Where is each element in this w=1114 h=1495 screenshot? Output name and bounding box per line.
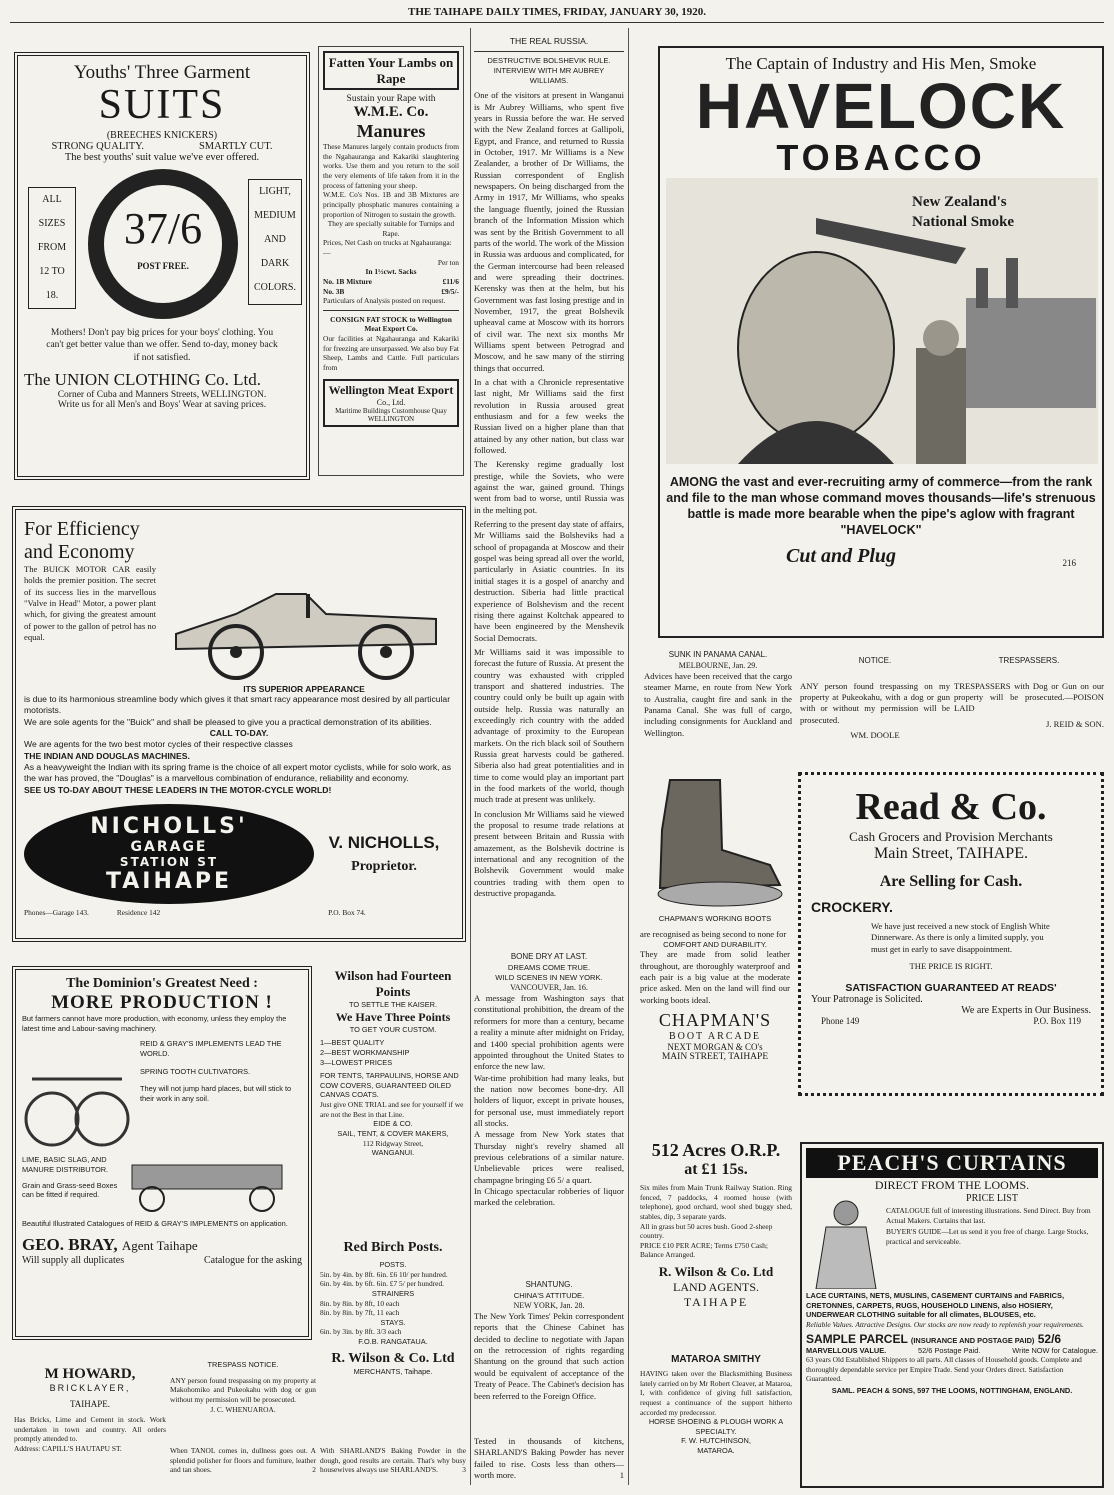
bone-title: BONE DRY AT LAST. <box>510 952 588 961</box>
manure-manures: Manures <box>356 121 426 142</box>
column-rule <box>470 28 471 1485</box>
manure-consign-body: Our facilities at Ngahauranga and Kakariki for freezing are unsurpassed. We also buy Fat Sheep, Lambs and Cattle. Full particulars from <box>323 334 459 372</box>
nicholls-pobox: P.O. Box 74. <box>328 908 366 918</box>
manure-body2: W.M.E. Co's Nos. 1B and 3B Mixtures are principally phosphatic manures containing a proportion of Nitrogen to sustain the growth. <box>323 190 459 219</box>
wilson-point: 1—BEST QUALITY <box>320 1038 385 1048</box>
sizes-line: FROM <box>37 242 67 253</box>
peach-price-list: PRICE LIST <box>966 1193 1018 1204</box>
acres-firm: R. Wilson & Co. Ltd <box>658 1264 774 1279</box>
trespass-notice-2 <box>170 1360 316 1440</box>
bone-p3: A message from New York states that Thursday night's revelry shamed all previous celebrations of a similar nature. Unbelievable prices were realised, champagne bringing £6 5/ a quart. <box>474 1129 624 1185</box>
kitchens-text: Tested in thousands of kitchens, SHARLAND'S Baking Powder has never failed to rise. Costs less than others—worth more. <box>474 1436 624 1481</box>
acres-title: 512 Acres O.R.P. <box>651 1140 781 1160</box>
tanol-num: 2 <box>312 1465 316 1475</box>
boots-street: MAIN STREET, TAIHAPE <box>661 1052 769 1063</box>
read-line2: Main Street, TAIHAPE. <box>874 845 1028 862</box>
trespassers-text: TRESPASSERS with Dog or Gun on our property will be prosecuted.—POISON LAID <box>954 680 1104 714</box>
trespassers-title: TRESPASSERS. <box>998 656 1060 665</box>
footer-bldg: Maritime Buildings Customhouse Quay <box>335 406 447 415</box>
tanol-ad <box>170 1446 316 1490</box>
read-co-advertisement <box>798 772 1104 1096</box>
russia-title: THE REAL RUSSIA. <box>509 36 589 46</box>
boots-text1: are recognised as being second to none for <box>640 929 787 939</box>
howard-town: TAIHAPE. <box>69 1399 111 1409</box>
nicholls-machines: THE INDIAN AND DOUGLAS MACHINES. <box>24 750 190 761</box>
notice-text: ANY person found trespassing on my property at Pukeokahu, with a dog or gun with or without my permission will be prosecuted. <box>800 680 950 725</box>
suits-colors-box <box>248 179 302 305</box>
russia-paragraph: Mr Williams said it was impossible to forecast the future of Russia. At present the country was exhausted with crippled transport and shattered industries. The country could only be built up again with outside help. Russia was naturally an exceedingly rich country with the added advantage of proximity to the European markets. On the rich black soil of Southern Russia great harvests could be gathered. Siberia also had great potentialities and in time to come would play an important part in the food markets of the world, though much trade at present was unlikely. <box>474 646 624 805</box>
manure-line2-price: £9/5/- <box>441 286 459 296</box>
suits-cut: SMARTLY CUT. <box>198 141 273 152</box>
bone-p1: A message from Washington says that constitutional prohibition, the dream of the reformers for more than a century, became a reality a minute after midnight on Friday, and 1400 special prohibition agents were appointed throughout the United States to enforce the new law. <box>474 993 624 1072</box>
boots-next: NEXT MORGAN & CO's <box>667 1042 763 1053</box>
wilson-makers: SAIL, TENT, & COVER MAKERS, <box>337 1128 449 1138</box>
birch-st1: 6in. by 3in. by 8ft. 3/3 each <box>320 1327 402 1337</box>
captain-face <box>738 252 894 444</box>
wilson-tents: FOR TENTS, TARPAULINS, HORSE AND COW COVERS, GUARANTEED OILED CANVAS COATS. <box>320 1071 459 1100</box>
peach-banner: PEACH'S CURTAINS <box>806 1148 1098 1178</box>
nicholls-h1: For Efficiency <box>24 518 140 540</box>
suits-company: The UNION CLOTHING Co. Ltd. <box>24 370 262 390</box>
birch-posts: POSTS. <box>379 1260 407 1269</box>
suits-mothers: Mothers! Don't pay big prices for your boys' clothing. You can't get better value than we offer. Send to-day, money back if not satisfied. <box>46 328 278 363</box>
shantung-text: The New York Times' Pekin correspondent reports that the Chinese Cabinet has decided to decline to negotiate with Japan on the retrocession of rights regarding Shantung on the ground that such action would be equivalent of acceptance of the Treaty of Peace. The Cabinet's decision has been referred to the Foreign Office. <box>474 1311 624 1401</box>
masthead-rule <box>10 22 1104 23</box>
acres-advertisement <box>640 1140 792 1340</box>
peach-marvellous: MARVELLOUS VALUE. <box>806 1345 887 1355</box>
birch-merchants: MERCHANTS, Taihape. <box>353 1366 433 1376</box>
colors-line: AND <box>264 234 286 245</box>
trespass2-sign: J. C. WHENUAROA. <box>210 1404 276 1414</box>
havelock-tobacco: TOBACCO <box>776 137 986 178</box>
colors-line: DARK <box>260 258 290 269</box>
trespassers-sign: J. REID & SON. <box>1045 718 1104 729</box>
read-phone: Phone 149 <box>821 1016 860 1027</box>
kitchens-ad <box>474 1436 624 1488</box>
wilson-street: 112 Ridgway Street, <box>362 1138 424 1148</box>
manure-prices-head: Prices, Net Cash on trucks at Ngahauranga:— <box>323 238 452 258</box>
shantung-dateline: NEW YORK, Jan. 28. <box>513 1300 585 1310</box>
birch-p1: 5in. by 4in. by 8ft. 6in. £6 10/ per hundred. <box>320 1269 448 1279</box>
footer-name: Wellington Meat Export <box>328 382 454 397</box>
colors-line: MEDIUM <box>254 210 296 221</box>
sharland-ad <box>320 1446 466 1490</box>
panama-text: Advices have been received that the cargo steamer Marne, en route from New York to Australia, caught fire and sank in the Panama Canal. She was full of cargo, including consignments for Auckland and Wellington. <box>644 671 792 738</box>
wilson-h4: TO GET YOUR CUSTOM. <box>349 1024 437 1034</box>
read-patronage: Your Patronage is Solicited. <box>811 994 923 1006</box>
russia-paragraph: The Kerensky regime gradually lost prestige, while the Soviets, who were against the war, gained ground. Things went from bad to worse, until Russia was in the melting pot. <box>474 459 624 515</box>
boots-advertisement <box>640 770 790 1130</box>
cultivator-illustration <box>22 1039 132 1149</box>
working-boot-icon <box>640 770 790 910</box>
manure-line1-label: No. 1B Mixture <box>323 276 372 286</box>
acres-town: TAIHAPE <box>683 1295 749 1309</box>
production-advertisement <box>12 966 312 1340</box>
manure-sustain: Sustain your Rape with <box>346 94 436 105</box>
kitchens-num: 1 <box>619 1470 624 1481</box>
panama-dateline: MELBOURNE, Jan. 29. <box>678 660 758 670</box>
read-guarantee: SATISFACTION GUARANTEED AT READS' <box>845 982 1057 995</box>
nicholls-residence: Residence 142 <box>116 908 161 918</box>
production-h1: The Dominion's Greatest Need : <box>66 976 258 991</box>
suits-tagline: The best youths' suit value we've ever offered. <box>64 152 260 163</box>
russia-paragraph: In conclusion Mr Williams said he viewed the proposal to resume trade relations at present between Britain and Russia with amazement, as the Bolshevik doctrine is international and any recognition of the Bolshevik Government would make countries trading with them open to destructive propaganda. <box>474 808 624 899</box>
price-ring <box>88 169 238 319</box>
wilson-point: 3—LOWEST PRICES <box>320 1057 393 1067</box>
wilson-firm: EIDE & CO. <box>373 1119 413 1129</box>
howard-name: M HOWARD, <box>44 1366 136 1382</box>
nicholls-body2: We are sole agents for the "Buick" and shall be pleased to give you a practical demonstration of its abilities. <box>24 716 432 727</box>
britannia-figure-illustration <box>806 1193 886 1289</box>
havelock-national: National Smoke <box>912 213 1015 230</box>
suits-big: SUITS <box>98 82 226 128</box>
havelock-body: AMONG the vast and ever-recruiting army of commerce—from the rank and file to the man whose command moves thousands—life's strenuous battle is made more bearable when the pipe's aglow with fragrant "HAVELOCK" <box>666 474 1096 538</box>
sizes-line: 12 TO <box>39 266 65 277</box>
russia-sub2: INTERVIEW WITH MR AUBREY WILLIAMS. <box>493 66 605 86</box>
suits-address: Corner of Cuba and Manners Streets, WELLINGTON. <box>57 390 267 401</box>
manure-advertisement <box>318 46 464 476</box>
bone-p2: War-time prohibition had many leaks, but the nation now becomes bone-dry. All holders of liquor, except in private houses, for personal use, must immediately report all stocks. <box>474 1072 624 1128</box>
howard-address: Address: CAPILL'S HAUTAPU ST. <box>14 1443 122 1453</box>
sharland-text: With SHARLAND'S Baking Powder in the dough, good results are certain. That's why busy housewives always use SHARLAND'S. <box>320 1446 466 1475</box>
peach-guide: BUYER'S GUIDE—Let us send it you free of charge. Large Stocks, practical and serviceable. <box>886 1227 1089 1246</box>
production-ask: Catalogue for the asking <box>203 1254 302 1266</box>
read-price: THE PRICE IS RIGHT. <box>909 961 993 972</box>
acres-grass: All in grass but 50 acres bush. Good 2-sheep country. <box>640 1221 773 1241</box>
buick-car-illustration <box>156 564 446 684</box>
production-dupes: Will supply all duplicates <box>22 1254 125 1266</box>
worker-figure <box>916 348 966 464</box>
peach-sample: SAMPLE PARCEL <box>806 1331 908 1346</box>
sizes-line: SIZES <box>38 218 66 229</box>
suits-headline: Youths' Three Garment <box>73 62 251 83</box>
havelock-top: The Captain of Industry and His Men, Smoke <box>725 54 1037 73</box>
trespassers-ad <box>954 656 1104 760</box>
masthead-title: THE TAIHAPE DAILY TIMES, FRIDAY, JANUARY 30, 1920. <box>408 6 706 18</box>
panama-title: SUNK IN PANAMA CANAL. <box>668 650 768 659</box>
russia-sub1: DESTRUCTIVE BOLSHEVIK RULE. <box>487 56 611 66</box>
peach-advertisement <box>800 1142 1104 1488</box>
trespass2-title: TRESPASS NOTICE. <box>207 1360 279 1369</box>
production-lime: LIME, BASIC SLAG, AND MANURE DISTRIBUTOR. <box>22 1155 109 1174</box>
notice-ad <box>800 656 950 760</box>
production-grain: Grain and Grass-seed Boxes can be fitted if required. <box>22 1180 118 1200</box>
manure-body3: They are specially suitable for Turnips and Rape. <box>327 219 455 238</box>
production-intro: But farmers cannot have more production, with economy, unless they employ the latest time and Labour-saving machinery. <box>22 1014 287 1033</box>
acres-price: at £1 15s. <box>684 1161 748 1178</box>
nicholls-body4: As a heavyweight the Indian with its spring frame is the choice of all expert motor cyclists, while for solo work, as the war has proved, the "Douglas" is a marvellous combination of endurance, reliability and economy. <box>24 762 452 784</box>
footer-co: Co., Ltd. <box>376 397 406 407</box>
mataroa-advertisement <box>640 1354 792 1490</box>
havelock-illustration <box>666 178 1096 464</box>
read-name: Read & Co. <box>855 786 1047 828</box>
read-selling: Are Selling for Cash. <box>879 873 1023 890</box>
bone-p4: In Chicago spectacular robberies of liquor marked the celebration. <box>474 1185 624 1208</box>
colors-line: LIGHT, <box>259 186 291 197</box>
nicholls-body3: We are agents for the two best motor cycles of their respective classes <box>24 739 293 750</box>
read-crockery: CROCKERY. <box>811 899 893 915</box>
birch-s2: 8in. by 8in. by 7ft, 11 each <box>320 1308 400 1318</box>
manure-line2-label: No. 3B <box>323 286 345 296</box>
acres-text: Six miles from Main Trunk Railway Station. Ring fenced, 7 paddocks, 4 roomed house (with telephone), good orchard, wool shed buggy shed, stables, dip, 3 separate yards. <box>640 1183 792 1221</box>
russia-article <box>474 36 624 942</box>
manure-body1: These Manures largely contain products from the Ngahauranga and Kakariki slaughtering works. Use them and you return to the soil the very elements of life taken from it in the process of fattening your sheep. <box>323 142 459 190</box>
notice-title: NOTICE. <box>858 656 892 665</box>
tanol-text: When TANOL comes in, dullness goes out. A splendid polisher for floors and furniture, leather and tan shoes. <box>170 1446 316 1475</box>
wilson-point: 2—BEST WORKMANSHIP <box>320 1047 410 1057</box>
read-text: We have just received a new stock of English White Dinnerware. As there is only a limited supply, you must get in early to save disappointment. <box>871 921 1050 954</box>
birch-strainers: STRAINERS <box>371 1288 415 1298</box>
shantung-sub: CHINA'S ATTITUDE. <box>513 1290 585 1300</box>
oval-line: NICHOLLS' <box>90 814 248 840</box>
mataroa-place: MATAROA. <box>697 1446 735 1455</box>
manure-sacks: In 1½cwt. Sacks <box>365 267 417 277</box>
boots-comfort: COMFORT AND DURABILITY. <box>663 940 767 950</box>
birch-firm: R. Wilson & Co. Ltd <box>331 1350 455 1366</box>
boots-arcade: BOOT ARCADE <box>668 1031 762 1043</box>
suits-price: 37/6 <box>123 204 203 253</box>
manure-consign: CONSIGN FAT STOCK to Wellington Meat Export Co. <box>330 314 452 334</box>
bone-sub1: DREAMS COME TRUE. <box>507 962 591 972</box>
havelock-num: 216 <box>1062 557 1076 568</box>
peach-direct: DIRECT FROM THE LOOMS. <box>874 1178 1030 1192</box>
production-spring: SPRING TOOTH CULTIVATORS. <box>140 1066 251 1076</box>
mataroa-title: MATAROA SMITHY <box>671 1354 761 1365</box>
colors-line: COLORS. <box>254 282 296 293</box>
boots-caption: CHAPMAN'S WORKING BOOTS <box>658 914 772 923</box>
mataroa-text: HAVING taken over the Blacksmithing Business lately carried on by Mr Robert Cleaver, at Mataroa, I, with confidence of giving full satisfaction, request a continuance of the support hitherto accorded my predecessor. <box>640 1369 792 1417</box>
nicholls-intro: The BUICK MOTOR CAR easily holds the premier position. The secret of its success lies in the marvellous "Valve in Head" Motor, a power plant which, for giving the greatest amount of power to the gallon of petrol has no equal. <box>24 564 156 643</box>
howard-trade: BRICKLAYER, <box>49 1383 131 1393</box>
birch-stays: STAYS. <box>380 1317 406 1327</box>
distributor-illustration <box>122 1155 302 1215</box>
sharland-num: 3 <box>462 1465 466 1475</box>
proprietor-name: V. NICHOLLS, <box>328 833 440 853</box>
boots-text2: They are made from solid leather throughout, are thoroughly waterproof and each pair is a big value at the moderate price asked. Men on the land will find our working boots ideal. <box>640 949 790 1005</box>
shantung-title: SHANTUNG. <box>525 1280 573 1289</box>
howard-advertisement <box>14 1366 166 1490</box>
wilson-city: WANGANUI. <box>371 1148 415 1158</box>
nicholls-advertisement <box>12 506 466 942</box>
birch-fob: F.O.B. RANGATAUA. <box>358 1337 428 1346</box>
footer-city: WELLINGTON <box>367 414 415 423</box>
manure-header: Fatten Your Lambs on Rape <box>323 51 459 90</box>
sizes-line: ALL <box>42 194 62 205</box>
oval-line: TAIHAPE <box>105 869 233 895</box>
agent-label: Agent Taihape <box>121 1237 198 1253</box>
peach-postage: 52/6 Postage Paid. <box>918 1345 981 1355</box>
peach-insurance: (INSURANCE AND POSTAGE PAID) <box>910 1335 1035 1345</box>
production-reid: REID & GRAY'S IMPLEMENTS LEAD THE WORLD. <box>140 1039 282 1058</box>
havelock-nz: New Zealand's <box>912 193 1007 210</box>
birch-posts-advertisement <box>320 1240 466 1440</box>
havelock-advertisement <box>658 46 1104 638</box>
bone-dry-article <box>474 952 624 1276</box>
peach-reliable: Reliable Values. Attractive Designs. Our stocks are now ready to replenish your requirements. <box>806 1319 1084 1329</box>
suits-sub: (BREECHES KNICKERS) <box>106 130 218 141</box>
peach-footer: SAML. PEACH & SONS, 597 THE LOOMS, NOTTINGHAM, ENGLAND. <box>831 1386 1073 1395</box>
birch-s1: 8in. by 8in. by 8ft, 10 each <box>320 1298 400 1308</box>
russia-paragraph: Referring to the present day state of affairs, Mr Williams said the Bolsheviks had a school of propaganda at Moscow and their gospel was being spread all over the world, particularly in Asiatic countries. In its initial stages it is a gospel of anarchy and destruction. Siberia had little practical experience of Bolshevism and the recent rising there against Koltchak appeared to have been engineered by the Menshevik Social Democrats. <box>474 519 624 643</box>
suits-sizes-box <box>28 187 76 309</box>
agent-name: GEO. BRAY, <box>22 1234 118 1254</box>
notice-sign: WM. DOOLE <box>850 729 900 740</box>
nicholls-see: SEE US TO-DAY ABOUT THESE LEADERS IN THE MOTOR-CYCLE WORLD! <box>24 784 332 795</box>
bone-dateline: VANCOUVER, Jan. 16. <box>510 982 588 992</box>
read-experts: We are Experts in Our Business. <box>961 1005 1091 1017</box>
peach-sample-price: 52/6 <box>1037 1331 1062 1346</box>
peach-write: Write NOW for Catalogue. <box>1012 1345 1098 1355</box>
shantung-article <box>474 1280 624 1430</box>
peach-cat: CATALOGUE full of interesting illustrations. Send Direct. Buy from Actual Makers. Curtains that last. <box>886 1206 1091 1225</box>
mataroa-spec: HORSE SHOEING & PLOUGH WORK A SPECIALTY. <box>648 1417 784 1436</box>
havelock-brand: HAVELOCK <box>695 70 1067 142</box>
nicholls-h2: and Economy <box>24 541 135 563</box>
manure-brand: W.M.E. Co. <box>353 104 429 121</box>
production-h2: MORE PRODUCTION ! <box>51 992 273 1013</box>
suits-advertisement <box>14 52 310 480</box>
manure-line1-price: £11/6 <box>442 276 459 286</box>
suits-post-free: POST FREE. <box>137 261 189 271</box>
wilson-h1: Wilson had Fourteen Points <box>334 968 452 999</box>
factory-background <box>966 298 1096 408</box>
russia-paragraph: One of the visitors at present in Wanganui is Mr Aubrey Williams, who spent five years in Russia before the war. He served with the New Zealand forces at Gallipoli, Egypt, and France, and returned to Russia in October, 1917. Mr Williams is a New Zealander, a brother of Dr Williams, the Russian correspondent of English newspapers. On being discharged from the Army in 1917, Mr Williams, who speaks the language fluently, joined the Russian branch of the Information Mission which was sent by the British Government to all parts of the world. The work of the Mission in Russia was arduous and complicated, for the German intercourse had been released and were spreading their doctrines. Kerensky was then at the helm, but his Government was fast losing prestige and in November, 1917, the great Bolshevik upheaval came at Moscow with its horrors of civil war. The next six months Mr Williams spent between Petrograd and Moscow, and he saw many of the stirring things that occurred. <box>474 90 624 373</box>
wilson-advertisement <box>320 968 466 1218</box>
boots-name: CHAPMAN'S <box>658 1010 772 1031</box>
wilson-h3: We Have Three Points <box>335 1009 451 1024</box>
birch-p2: 6in. by 4in. by 6ft. 6in. £7 5/ per hundred. <box>320 1279 444 1289</box>
trespass2-text: ANY person found trespassing on my property at Makohomiko and Pukeokahu with dog or gun without my permission will be prosecuted. <box>170 1375 316 1404</box>
read-box: P.O. Box 119 <box>1033 1016 1081 1027</box>
sizes-line: 18. <box>45 290 59 301</box>
manure-per-ton: Per ton <box>437 257 459 267</box>
panama-article <box>644 650 792 754</box>
acres-agents: LAND AGENTS. <box>673 1280 759 1294</box>
howard-text: Has Bricks, Lime and Cement in stock. Work undertaken in town and country. All orders promptly attended to. <box>14 1415 166 1444</box>
birch-title: Red Birch Posts. <box>343 1240 443 1255</box>
bone-sub2: WILD SCENES IN NEW YORK. <box>495 972 603 982</box>
production-jump: They will not jump hard places, but will stick to their work in any soil. <box>140 1084 292 1103</box>
manure-analysis: Particulars of Analysis posted on request. <box>323 296 446 306</box>
nicholls-call: CALL TO-DAY. <box>209 728 269 739</box>
peach-years: 63 years Old Established Shippers to all parts. All classes of Household goods. Complete and thoroughly dependable service per Empire Trade. Send your Orders direct. Satisfaction Guaranteed. <box>806 1355 1082 1384</box>
wilson-h2: TO SETTLE THE KAISER. <box>348 1000 438 1009</box>
manure-footer <box>323 379 459 427</box>
production-catalogue: Beautiful Illustrated Catalogues of REID & GRAY'S IMPLEMENTS on application. <box>22 1219 288 1229</box>
suits-quality: STRONG QUALITY. <box>51 141 145 152</box>
oval-line: STATION ST <box>119 855 219 870</box>
russia-paragraph: In a chat with a Chronicle representative last night, Mr Williams said the first revolution in Russia aroused great enthusiasm and for a few weeks the Russian lived on a higher plane than that attained by any other nation, but class war followed. <box>474 376 624 456</box>
proprietor-label: Proprietor. <box>351 859 417 875</box>
garage-oval-logo <box>24 804 314 904</box>
peach-lace: LACE CURTAINS, NETS, MUSLINS, CASEMENT CURTAINS and FABRICS, CRETONNES, CARPETS, RUGS, HOUSEHOLD LINENS, also HOSIERY, UNDERWEAR CLOTHING suitable for all climates, BLOUSES, etc. <box>806 1291 1064 1320</box>
mataroa-name: F. W. HUTCHINSON, <box>681 1436 751 1446</box>
wilson-trial: Just give ONE TRIAL and see for yourself if we are not the Best in that Line. <box>320 1100 464 1119</box>
nicholls-body1: is due to its harmonious streamline body which gives it that smart racy appearance most desired by all particular motorists. <box>24 694 451 716</box>
nicholls-phones: Phones—Garage 143. <box>24 908 89 918</box>
column-rule <box>628 28 629 1485</box>
read-line1: Cash Grocers and Provision Merchants <box>849 829 1053 844</box>
havelock-cut: Cut and Plug <box>786 544 897 567</box>
nicholls-caption: ITS SUPERIOR APPEARANCE <box>243 684 365 694</box>
suits-write: Write us for all Men's and Boys' Wear at saving prices. <box>57 400 267 411</box>
oval-line: GARAGE <box>130 839 208 856</box>
acres-terms: PRICE £10 PER ACRE; Terms £750 Cash; Balance Arranged. <box>640 1240 768 1260</box>
